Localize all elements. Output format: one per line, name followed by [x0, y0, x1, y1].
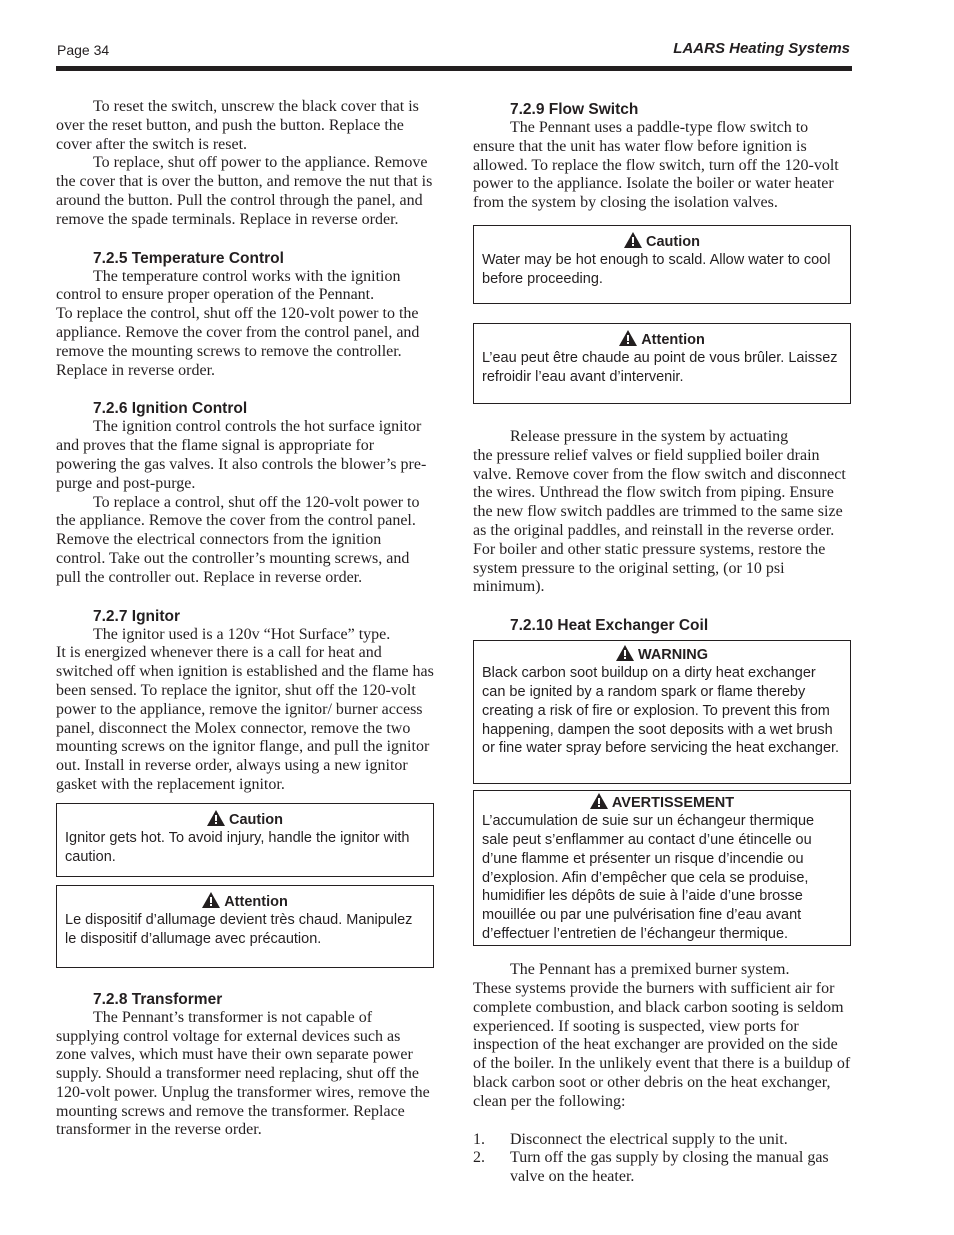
list-item	[473, 1149, 851, 1187]
flow-switch-heading: 7.2.9 Flow Switch	[510, 101, 639, 118]
list-item-number: 2.	[473, 1149, 485, 1167]
warning-triangle-icon	[202, 892, 220, 908]
release-pressure-paragraph-a: Release pressure in the system by actuating	[510, 427, 789, 445]
attention-title-right: Attention	[641, 331, 705, 348]
transformer-paragraph: The Pennant’s transformer is not capable of supplying control voltage for external devices such as zone valves, which must have their own separate power supply. Should a transformer need replacing, shut off the 120-volt power. Unplug the transformer wires, remove the mounting screws and remove the transformer. Replace transformer in the reverse order.	[56, 1008, 430, 1139]
header-rule	[56, 66, 852, 71]
ignition-control-heading: 7.2.6 Ignition Control	[93, 400, 248, 418]
ignitor-paragraph-b: It is energized whenever there is a call for heat and switched off when ignition is established and the flame has been sensed. To replace the ignitor, shut off the 120-volt power to the appliance, remove the ignitor/ burner access panel, disconnect the Molex connector, remove the two mounting screws on the ignitor flange, and pull the ignitor out. Install in reverse order, always using a new ignitor gasket with the replacement ignitor.	[56, 644, 434, 793]
ignitor-heading: 7.2.7 Ignitor	[93, 607, 180, 625]
list-item	[473, 1131, 851, 1150]
attention-text: Le dispositif d’allumage devient très chaud. Manipulez le dispositif d’allumage avec précaution.	[65, 911, 413, 947]
reset-paragraph-2: To replace, shut off power to the appliance. Remove the cover that is over the button, and remove the nut that is around the button. Pull the control through the panel, and remove the spade terminals. Replace in reverse order.	[56, 154, 433, 228]
warning-triangle-icon	[590, 793, 608, 809]
caution-box-right	[473, 225, 851, 304]
reset-paragraph-1: To reset the switch, unscrew the black cover that is over the reset button, and push the button. Replace the cover after the switch is reset.	[56, 98, 419, 153]
ignition-control-paragraph-1: The ignition control controls the hot surface ignitor and proves that the flame signal is appropriate for powering the gas valves. It also controls the blower’s pre-purge and post-purge.	[56, 418, 427, 492]
ignitor-paragraph-a: The ignitor used is a 120v “Hot Surface” type.	[93, 625, 391, 643]
warning-text: Black carbon soot buildup on a dirty heat exchanger can be ignited by a random spark or flame thereby creating a risk of fire or explosion. To prevent this from happening, dampen the soot deposits with a wet brush or fine water spray before servicing the heat exchanger.	[482, 665, 840, 757]
warning-triangle-icon	[207, 810, 225, 826]
warning-triangle-icon	[624, 232, 642, 248]
warning-box	[473, 640, 851, 784]
warning-triangle-icon	[619, 330, 637, 346]
avertissement-title: AVERTISSEMENT	[611, 795, 735, 812]
list-item-number: 1.	[473, 1130, 485, 1148]
warning-triangle-icon	[616, 645, 634, 661]
caution-text-right: Water may be hot enough to scald. Allow water to cool before proceeding.	[482, 251, 831, 287]
ignition-control-paragraph-2: To replace a control, shut off the 120-volt power to the appliance. Remove the cover from the control panel. Remove the electrical connectors from the ignition control. Take out the controller’s mounting screws, and pull the controller out. Replace in reverse order.	[56, 493, 420, 586]
caution-title-right: Caution	[646, 233, 700, 250]
avertissement-box	[473, 790, 851, 946]
heat-exchanger-heading: 7.2.10 Heat Exchanger Coil	[510, 617, 709, 635]
attention-text-right: L’eau peut être chaude au point de vous brûler. Laissez refroidir l’eau avant d’intervenir.	[482, 349, 838, 385]
left-column	[56, 98, 434, 1140]
flow-switch-paragraph: The Pennant uses a paddle-type flow switch to ensure that the unit has water flow before ignition is allowed. To replace the flow switch, turn off the 120-volt power to the appliance. Isolate the boiler or water heater from the system by closing the isolation valves.	[473, 119, 839, 212]
page-number: Page 34	[57, 42, 110, 58]
attention-box	[56, 885, 434, 968]
temperature-control-paragraph-b: To replace the control, shut off the 120-volt power to the appliance. Remove the cover from the control panel, and remove the mounting screws to remove the controller. Replace in reverse order.	[56, 305, 420, 379]
attention-box-right	[473, 323, 851, 404]
warning-title: WARNING	[637, 647, 709, 664]
list-item-text: Turn off the gas supply by closing the manual gas valve on the heater.	[510, 1149, 829, 1186]
pennant-paragraph-a: The Pennant has a premixed burner system.	[510, 961, 790, 979]
transformer-heading: 7.2.8 Transformer	[93, 990, 223, 1008]
temperature-control-paragraph-a: The temperature control works with the ignition control to ensure proper operation of the Pennant.	[56, 267, 401, 304]
pennant-paragraph-b: These systems provide the burners with sufficient air for complete combustion, and black carbon sooting is seldom experienced. If sooting is suspected, view ports for inspection of the heat exchanger are provided on the side of the boiler. In the unlikely event that there is a buildup of black carbon soot or other debris on the heat exchanger, clean per the following:	[473, 979, 851, 1110]
temperature-control-heading: 7.2.5 Temperature Control	[93, 249, 284, 267]
list-item-text: Disconnect the electrical supply to the unit.	[510, 1130, 788, 1148]
right-column	[473, 100, 851, 1187]
caution-text: Ignitor gets hot. To avoid injury, handle the ignitor with caution.	[65, 829, 410, 865]
caution-title: Caution	[229, 811, 283, 828]
brand-title: LAARS Heating Systems	[673, 40, 850, 57]
caution-box	[56, 803, 434, 877]
release-pressure-paragraph-b: the pressure relief valves or field supplied boiler drain valve. Remove cover from the flow switch and disconnect the wires. Unthread the flow switch from piping. Ensure the new flow switch paddles are trimmed to the same size as the original paddles, and reinstall in the reverse order. For boiler and other static pressure systems, restore the system pressure to the original setting, (or 10 psi minimum).	[473, 446, 846, 596]
attention-title: Attention	[224, 893, 288, 910]
avertissement-text: L’accumulation de suie sur un échangeur thermique sale peut s’enflammer au contact d’une étincelle ou d’une flamme et présenter un risque d’incendie ou d’explosion. Afin d’empêcher que cela se produise, humidifier les dépôts de suie à l’aide d’une brosse mouillée ou par une pulvérisation fine d’eau avant d’effectuer l’entretien de l’échangeur thermique.	[482, 813, 815, 942]
